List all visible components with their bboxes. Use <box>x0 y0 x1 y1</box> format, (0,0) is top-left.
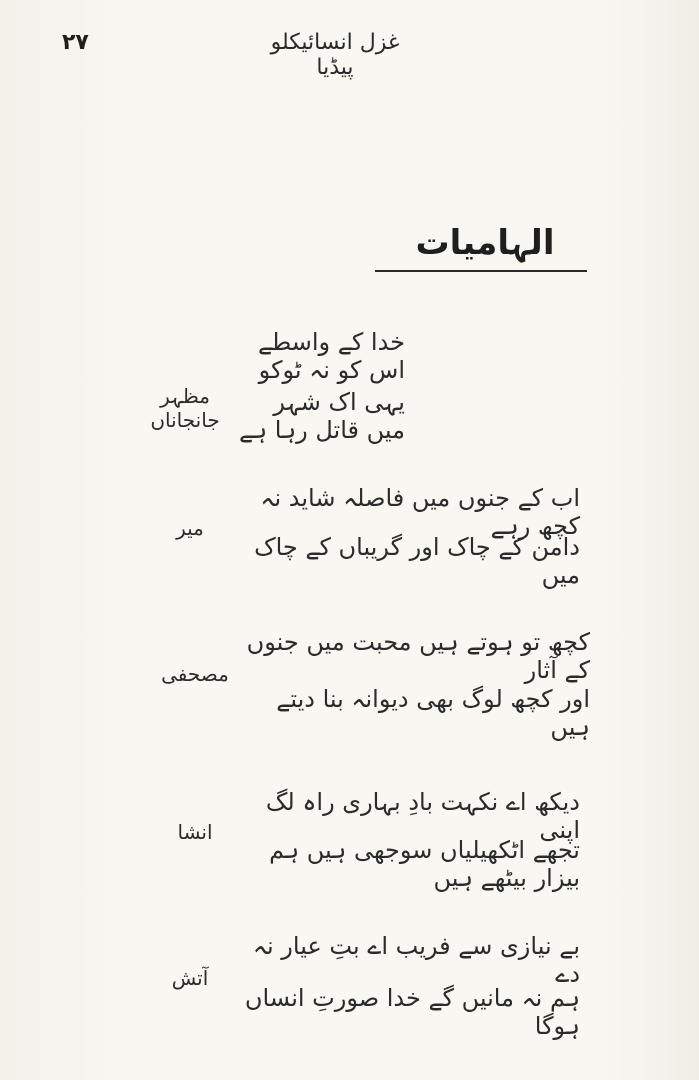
couplet-4-line-2: تجھے اٹکھیلیاں سوجھی ہیں ہم بیزار بیٹھے ہیں <box>269 836 580 892</box>
couplet-1-line-1: خدا کے واسطے اس کو نہ ٹوکو <box>258 328 405 384</box>
couplet-3-line-1: کچھ تو ہوتے ہیں محبت میں جنوں کے آثار <box>246 628 590 684</box>
couplet-2-poet: میر <box>176 516 204 540</box>
running-head: غزل انسائیکلو پیڈیا <box>270 30 400 80</box>
couplet-3-line-2: اور کچھ لوگ بھی دیوانہ بنا دیتے ہیں <box>276 685 590 741</box>
chapter-title-underline <box>375 270 587 272</box>
couplet-1-line-2: یہی اک شہر میں قاتل رہا ہے <box>239 388 405 444</box>
couplet-2-line-1: اب کے جنوں میں فاصلہ شاید نہ کچھ رہے <box>260 484 580 540</box>
couplet-4-line-1: دیکھ اے نکہت بادِ بہاری راہ لگ اپنی <box>265 788 580 844</box>
chapter-title: الہامیات <box>415 223 555 263</box>
couplet-1-poet: مظہر جانجاناں <box>150 384 220 432</box>
couplet-2-line-2: دامن کے چاک اور گریباں کے چاک میں <box>254 533 580 589</box>
couplet-5-poet: آتش <box>171 966 209 990</box>
page-number: ۲۷ <box>62 30 89 55</box>
couplet-4-poet: انشا <box>177 820 213 844</box>
couplet-5-line-2: ہم نہ مانیں گے خدا صورتِ انساں ہوگا <box>244 984 580 1040</box>
couplet-3-poet: مصحفی <box>161 662 229 686</box>
couplet-5-line-1: بے نیازی سے فریب اے بتِ عیار نہ دے <box>252 932 580 988</box>
